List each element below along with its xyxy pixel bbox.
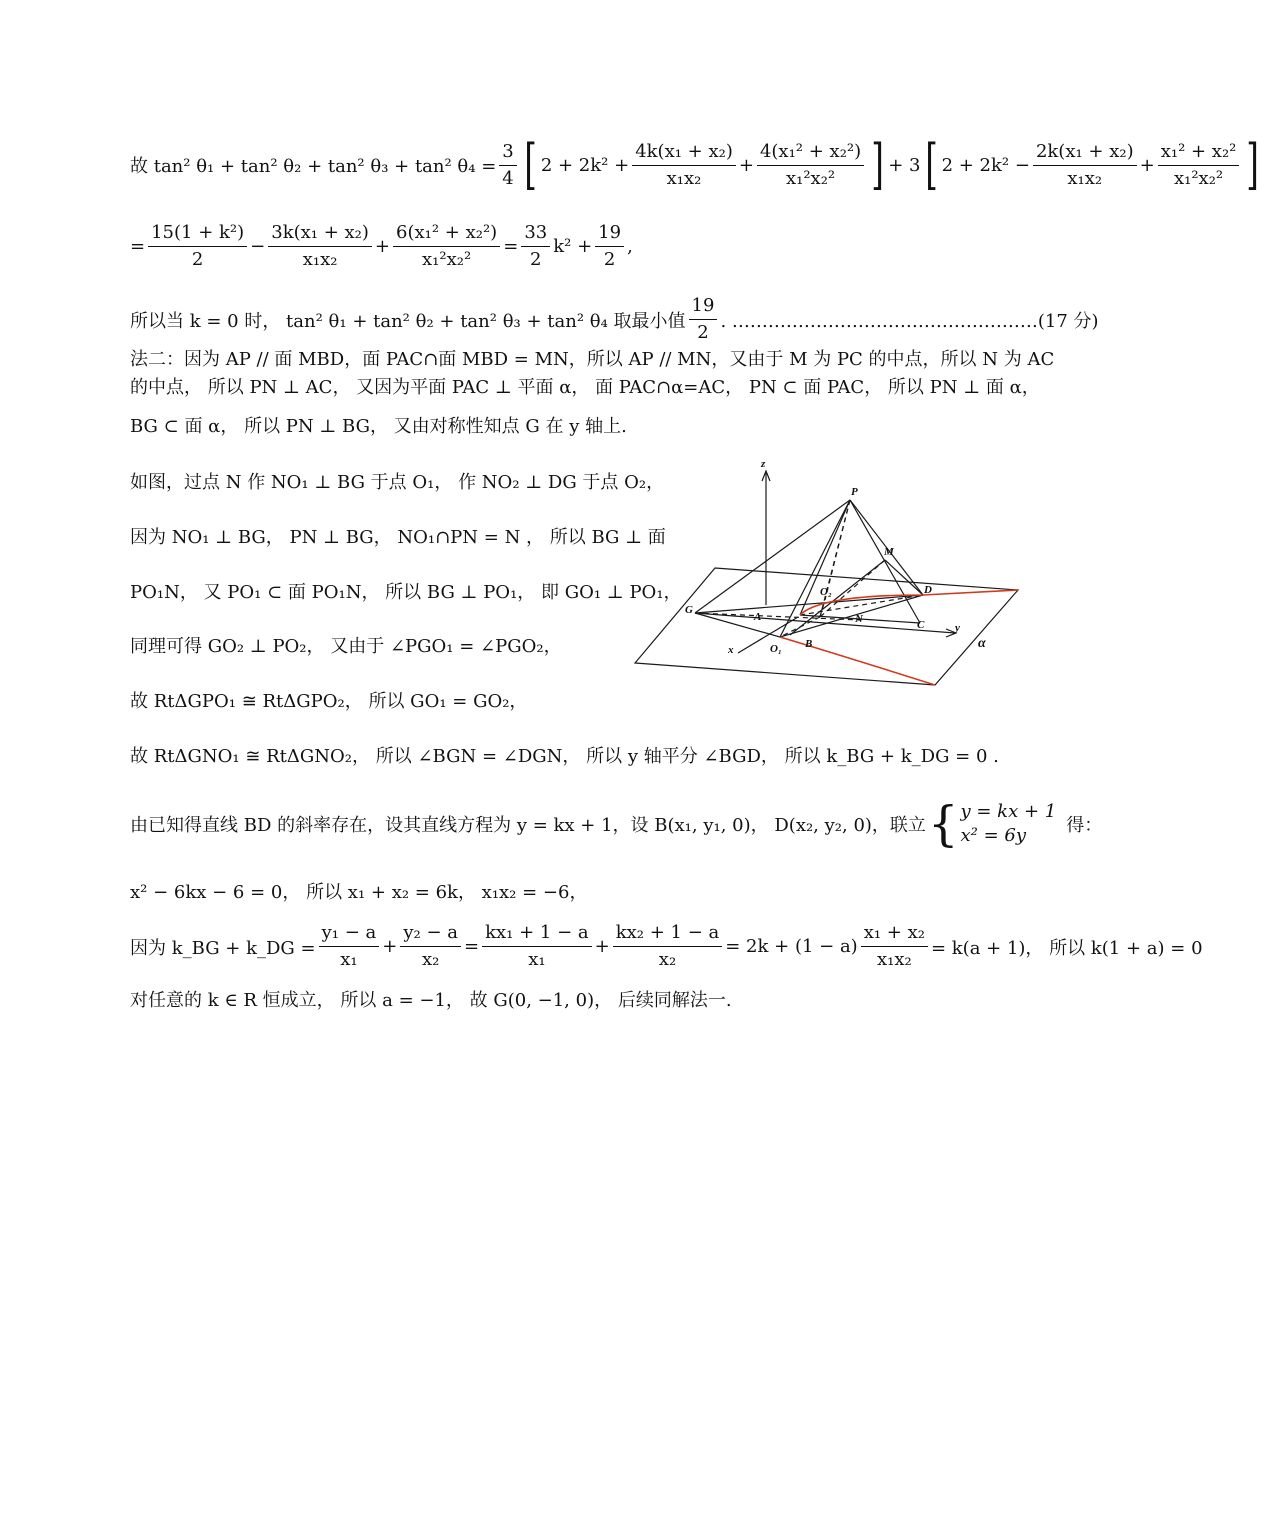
numerator: 3k(x₁ + x₂) (268, 222, 372, 247)
operator: = (130, 236, 146, 257)
x-axis (738, 617, 798, 653)
formula-term: = k(a + 1)， 所以 k(1 + a) = 0 (930, 937, 1203, 959)
denominator: 2 (191, 249, 204, 270)
label-N: N (855, 613, 863, 625)
fraction (861, 922, 928, 971)
punctuation: , (627, 236, 633, 257)
label-alpha: α (978, 636, 986, 651)
left-bracket: [ (523, 133, 537, 196)
text-segment: 所以当 k = 0 时， tan² θ₁ + tan² θ₂ + tan² θ₃ + tan² θ₄ 取最小值 (130, 310, 686, 332)
text-segment: 由已知得直线 BD 的斜率存在，设其直线方程为 y = kx + 1，设 B(x₁, y₁, 0)， D(x₂, y₂, 0)，联立 (130, 815, 926, 836)
formula-term: k² + (553, 236, 593, 257)
denominator: 2 (530, 249, 542, 270)
operator: + (382, 936, 398, 957)
denominator: x₁ (340, 949, 358, 970)
edge-BD (780, 595, 923, 637)
numerator: kx₁ + 1 − a (482, 922, 592, 947)
denominator: x₂ (422, 949, 440, 970)
denominator: x₁x₂ (302, 249, 338, 270)
text-segment: 得： (1066, 815, 1103, 836)
fraction (148, 222, 247, 271)
operator: + (738, 154, 754, 176)
formula-term: 2 + 2k² + (540, 154, 630, 176)
system-brace: { (927, 796, 959, 852)
denominator: x₁x₂ (666, 167, 702, 189)
numerator: 2k(x₁ + x₂) (1033, 141, 1137, 166)
numerator: 4k(x₁ + x₂) (632, 141, 736, 166)
fraction (1033, 141, 1137, 190)
operator: − (250, 236, 266, 257)
min-value-line (130, 295, 1099, 344)
slopes-line (130, 922, 1203, 971)
label-y: y (955, 622, 960, 634)
formula-line-2 (130, 222, 633, 271)
numerator: 19 (689, 295, 718, 320)
quadratic-line: x² − 6kx − 6 = 0， 所以 x₁ + x₂ = 6k， x₁x₂ = −6， (130, 882, 588, 903)
numerator: x₁ + x₂ (861, 922, 928, 947)
label-D: D (924, 584, 932, 596)
edge-GD (695, 595, 923, 613)
fraction (393, 222, 500, 271)
label-M: M (884, 546, 894, 558)
fraction (613, 922, 723, 971)
edge-PC (850, 500, 920, 623)
operator: = (503, 236, 519, 257)
operator: + (374, 236, 391, 257)
numerator: kx₂ + 1 − a (613, 922, 723, 947)
denominator: x₂ (658, 949, 677, 970)
line-equation-row (130, 796, 1103, 852)
fraction (499, 141, 516, 190)
label-G: G (685, 604, 693, 616)
fraction (1158, 141, 1240, 190)
label-B: B (805, 638, 813, 650)
denominator: x₁x₂ (876, 949, 912, 970)
formula-term: 2 + 2k² − (941, 154, 1030, 176)
proof-line-5: 故 RtΔGPO₁ ≅ RtΔGPO₂， 所以 GO₁ = GO₂， (130, 691, 528, 712)
formula-lead: 故 tan² θ₁ + tan² θ₂ + tan² θ₃ + tan² θ₄ = (130, 156, 497, 177)
denominator: 4 (502, 167, 514, 189)
fraction (689, 295, 718, 344)
denominator: 2 (603, 249, 616, 270)
parabola-curve-lower (780, 637, 935, 685)
formula-term: + 3 (888, 154, 921, 176)
method2-line-2: 的中点， 所以 PN ⊥ AC， 又因为平面 PAC ⊥ 平面 α， 面 PAC∩α=AC， PN ⊂ 面 PAC， 所以 PN ⊥ 面 α， (130, 377, 1040, 398)
numerator: 33 (521, 222, 550, 247)
label-C: C (917, 619, 925, 631)
text-segment: 因为 k_BG + k_DG = (130, 937, 316, 959)
label-z: z (761, 458, 766, 470)
denominator: x₁x₂ (1067, 167, 1103, 189)
proof-line-4: 同理可得 GO₂ ⊥ PO₂， 又由于 ∠PGO₁ = ∠PGO₂， (130, 636, 562, 657)
formula-term: = 2k + (1 − a) (725, 936, 858, 957)
score-marker: . ……………………………………………(17 分) (720, 310, 1099, 332)
label-A: A (754, 611, 762, 623)
numerator: 3 (499, 141, 516, 166)
label-O1: O₁ (770, 643, 782, 655)
numerator: 15(1 + k²) (148, 222, 247, 247)
system-eq-2: x² = 6y (960, 825, 1026, 846)
numerator: y₁ − a (319, 922, 380, 947)
method2-line-3: BG ⊂ 面 α， 所以 PN ⊥ BG， 又由对称性知点 G 在 y 轴上. (130, 416, 627, 437)
fraction (268, 222, 372, 271)
edge-MD (885, 560, 923, 595)
numerator: x₁² + x₂² (1158, 141, 1240, 166)
numerator: 6(x₁² + x₂²) (393, 222, 500, 247)
proof-line-1: 如图，过点 N 作 NO₁ ⊥ BG 于点 O₁， 作 NO₂ ⊥ DG 于点 O₂， (130, 472, 665, 493)
left-bracket: [ (924, 133, 938, 196)
fraction (482, 922, 592, 971)
fraction (400, 922, 461, 971)
fraction (319, 922, 380, 971)
fraction (595, 222, 624, 271)
fraction (632, 141, 736, 190)
proof-line-2: 因为 NO₁ ⊥ BG， PN ⊥ BG， NO₁∩PN = N ， 所以 BG ⊥ 面 (130, 527, 666, 548)
right-bracket: ] (871, 133, 885, 196)
denominator: x₁²x₂² (785, 167, 836, 189)
label-x: x (728, 644, 734, 656)
numerator: 4(x₁² + x₂²) (757, 141, 864, 166)
method2-line-1: 法二：因为 AP // 面 MBD，面 PAC∩面 MBD = MN，所以 AP // MN，又由于 M 为 PC 的中点，所以 N 为 AC (130, 349, 1055, 370)
right-bracket: ] (1246, 133, 1260, 196)
equation-system (960, 800, 1056, 848)
operator: + (1139, 154, 1155, 176)
pyramid-figure (630, 455, 1025, 690)
denominator: x₁²x₂² (1173, 167, 1224, 189)
proof-line-6: 故 RtΔGNO₁ ≅ RtΔGNO₂， 所以 ∠BGN = ∠DGN， 所以 y 轴平分 ∠BGD， 所以 k_BG + k_DG = 0 . (130, 746, 999, 767)
fraction (757, 141, 864, 190)
denominator: x₁²x₂² (422, 249, 472, 270)
denominator: x₁ (528, 949, 546, 970)
label-O2: O₂ (820, 586, 832, 598)
formula-line-1 (130, 133, 1263, 196)
denominator: 2 (697, 322, 709, 343)
system-eq-1: y = kx + 1 (960, 801, 1057, 822)
operator: + (594, 936, 610, 957)
operator: = (464, 936, 480, 957)
numerator: y₂ − a (400, 922, 461, 947)
proof-line-3: PO₁N， 又 PO₁ ⊂ 面 PO₁N， 所以 BG ⊥ PO₁， 即 GO₁ ⊥ PO₁， (130, 582, 682, 603)
numerator: 19 (595, 222, 624, 247)
label-P: P (851, 486, 858, 498)
fraction (521, 222, 550, 271)
final-line: 对任意的 k ∈ R 恒成立， 所以 a = −1， 故 G(0, −1, 0)， 后续同解法一. (130, 990, 732, 1011)
